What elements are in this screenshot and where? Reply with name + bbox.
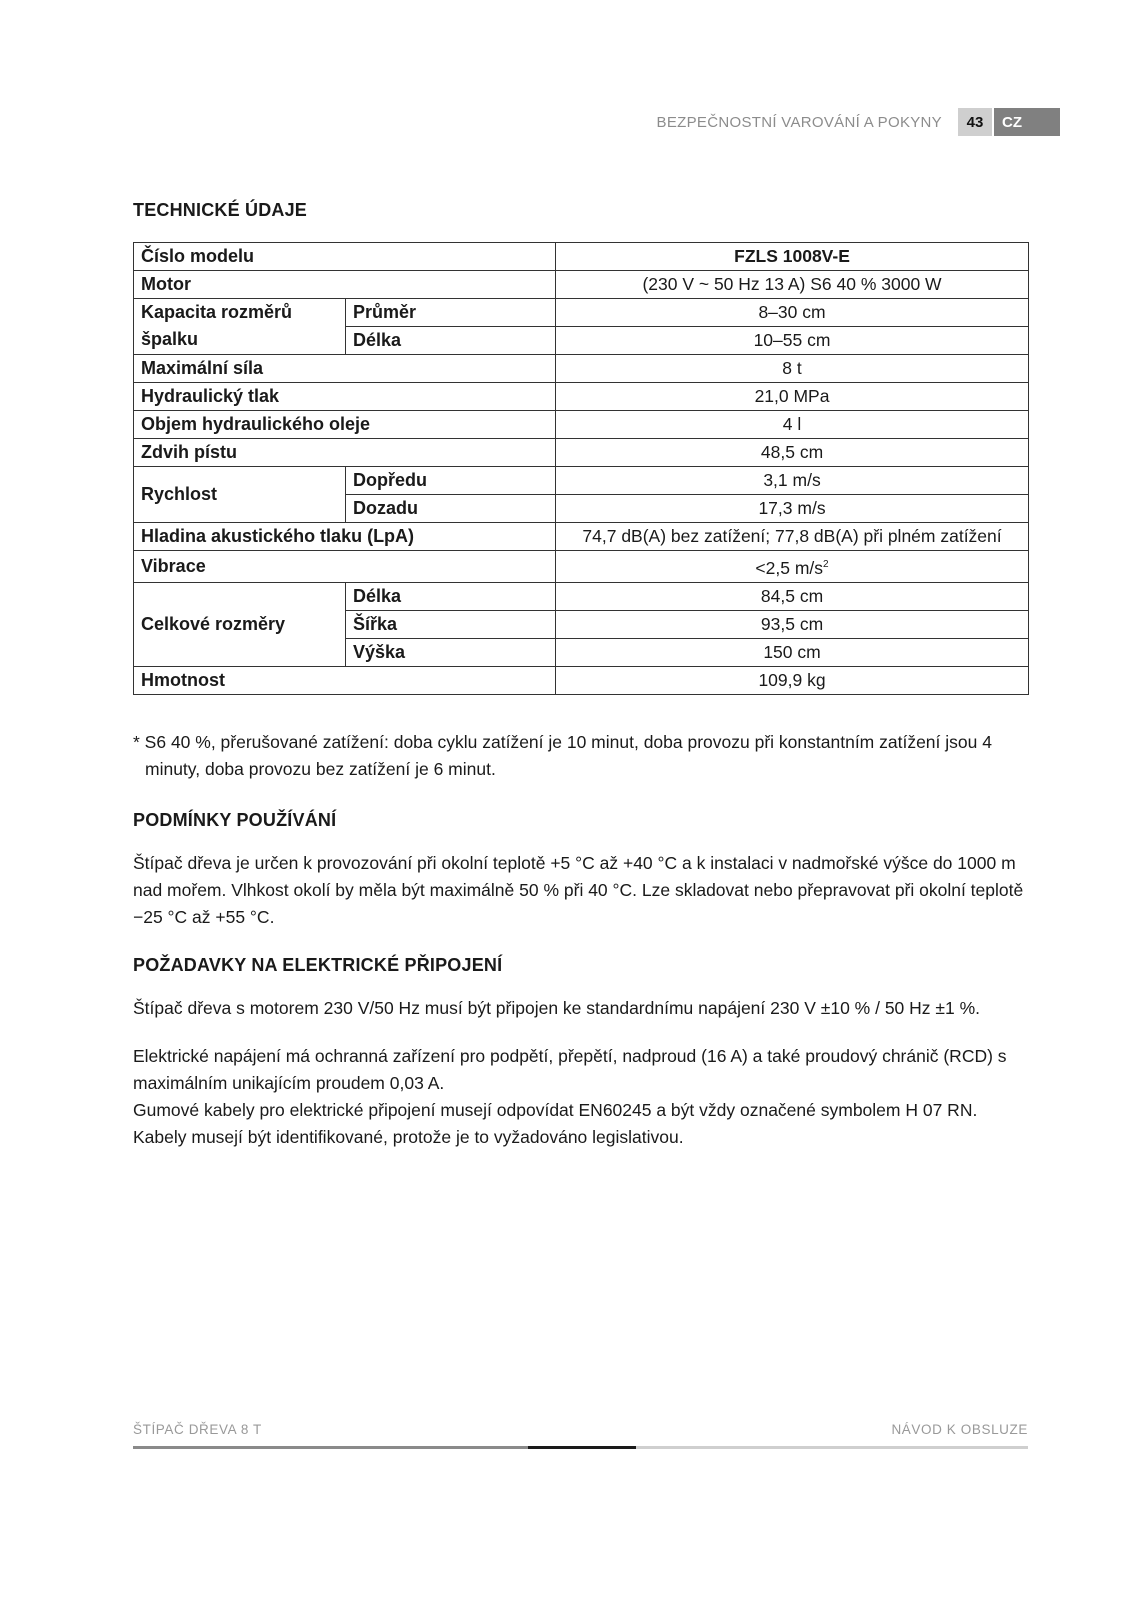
table-row [134, 383, 1029, 411]
spec-table [133, 242, 1029, 695]
row-value: 84,5 cm [556, 582, 1029, 610]
row-value: 10–55 cm [556, 327, 1029, 355]
row-label: Hmotnost [134, 666, 556, 694]
page-number: 43 [958, 108, 992, 136]
section-title-conditions: PODMÍNKY POUŽÍVÁNÍ [133, 810, 337, 830]
row-sublabel: Průměr [346, 299, 556, 327]
table-row [134, 467, 1029, 495]
row-label: Vibrace [134, 551, 556, 583]
table-row [134, 582, 1029, 610]
row-label: Motor [134, 271, 556, 299]
electrical-paragraph-1: Štípač dřeva s motorem 230 V/50 Hz musí být připojen ke standardnímu napájení 230 V ±10 % / 50 Hz ±1 %. [133, 998, 981, 1018]
footer-product-name: ŠTÍPAČ DŘEVA 8 T [133, 1422, 262, 1437]
row-sublabel: Délka [346, 582, 556, 610]
row-value: (230 V ~ 50 Hz 13 A) S6 40 % 3000 W [556, 271, 1029, 299]
row-value: 21,0 MPa [556, 383, 1029, 411]
row-value: 3,1 m/s [556, 467, 1029, 495]
page-header [657, 108, 1060, 136]
footnote [133, 729, 1028, 783]
section-title-technical: TECHNICKÉ ÚDAJE [133, 200, 308, 220]
electrical-text-4: Kabely musejí být identifikované, protože je to vyžadováno legislativou. [133, 1127, 684, 1147]
table-row [134, 523, 1029, 551]
row-label: Číslo modelu [134, 243, 556, 271]
table-row [134, 243, 1029, 271]
row-value: 93,5 cm [556, 610, 1029, 638]
table-row [134, 551, 1029, 583]
conditions-paragraph: Štípač dřeva je určen k provozování při okolní teplotě +5 °C až +40 °C a k instalaci v nadmořské výšce do 1000 m nad mořem. Vlhkost okolí by měla být maximálně 50 % při 40 °C. Lze skladovat nebo přepravovat při okolní teplotě −25 °C až +55 °C. [133, 853, 1024, 927]
table-row [134, 666, 1029, 694]
page-footer [133, 1422, 1028, 1448]
table-row [134, 439, 1029, 467]
electrical-paragraph-2 [133, 1043, 1028, 1151]
header-title: BEZPEČNOSTNÍ VAROVÁNÍ A POKYNY [656, 113, 942, 131]
footer-divider-segment [133, 1446, 528, 1449]
footnote-line-1: * S6 40 %, přerušované zatížení: doba cyklu zatížení je 10 minut, doba provozu při konstantním zatížení jsou 4 [133, 732, 992, 752]
table-row [134, 355, 1029, 383]
section-title-electrical: POŽADAVKY NA ELEKTRICKÉ PŘIPOJENÍ [133, 955, 503, 975]
row-sublabel: Dozadu [346, 495, 556, 523]
row-value: 74,7 dB(A) bez zatížení; 77,8 dB(A) při plném zatížení [556, 523, 1029, 551]
row-label: Rychlost [134, 467, 346, 523]
row-value [556, 551, 1029, 583]
row-label: Hladina akustického tlaku (LpA) [134, 523, 556, 551]
row-sublabel: Výška [346, 638, 556, 666]
vibration-value: <2,5 m/s [755, 557, 824, 578]
row-label: Kapacita rozměrů špalku [134, 299, 346, 355]
table-row [134, 411, 1029, 439]
row-value: 4 l [556, 411, 1029, 439]
language-badge: CZ [994, 108, 1060, 136]
row-value: 17,3 m/s [556, 495, 1029, 523]
row-label: Objem hydraulického oleje [134, 411, 556, 439]
footer-divider [133, 1446, 1028, 1449]
row-value: 48,5 cm [556, 439, 1029, 467]
footer-divider-accent [528, 1446, 636, 1449]
row-value: 109,9 kg [556, 666, 1029, 694]
row-label: Maximální síla [134, 355, 556, 383]
electrical-text-2: Elektrické napájení má ochranná zařízení pro podpětí, přepětí, nadproud (16 A) a také proudový chránič (RCD) s maximálním unikajícím proudem 0,03 A. [133, 1046, 1007, 1093]
vibration-superscript: 2 [823, 559, 829, 570]
row-sublabel: Dopředu [346, 467, 556, 495]
row-label: Hydraulický tlak [134, 383, 556, 411]
row-label: Zdvih pístu [134, 439, 556, 467]
row-label: Celkové rozměry [134, 582, 346, 666]
electrical-text-3: Gumové kabely pro elektrické připojení musejí odpovídat EN60245 a být vždy označené symbolem H 07 RN. [133, 1100, 978, 1120]
footnote-line-2: minuty, doba provozu bez zatížení je 6 minut. [145, 759, 496, 779]
row-value: FZLS 1008V-E [556, 243, 1029, 271]
row-value: 150 cm [556, 638, 1029, 666]
row-sublabel: Šířka [346, 610, 556, 638]
row-value: 8–30 cm [556, 299, 1029, 327]
footer-manual-title: NÁVOD K OBSLUZE [891, 1422, 1028, 1437]
row-sublabel: Délka [346, 327, 556, 355]
table-row [134, 271, 1029, 299]
row-value: 8 t [556, 355, 1029, 383]
table-row [134, 299, 1029, 327]
